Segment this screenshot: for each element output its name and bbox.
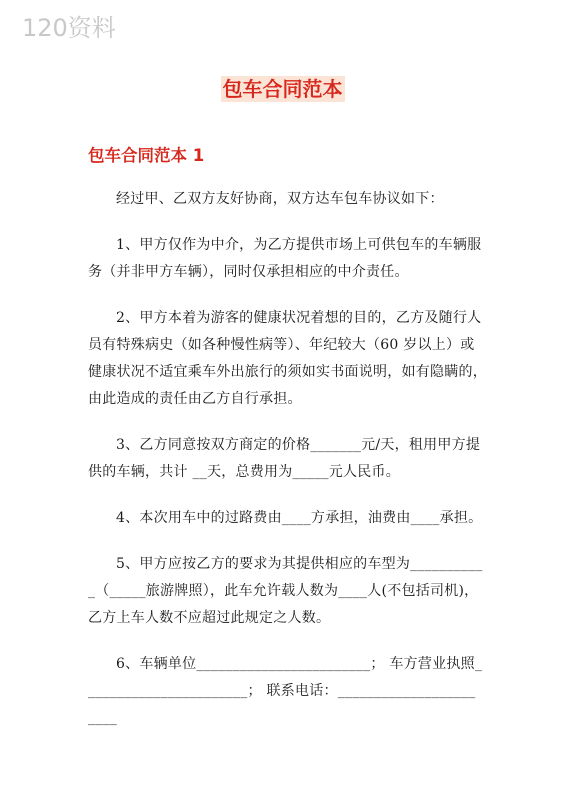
clause-paragraph	[88, 232, 480, 286]
title-container	[0, 76, 565, 102]
clause-paragraph	[88, 305, 487, 413]
document-title: 包车合同范本	[222, 77, 343, 101]
paragraph-line: 健康状况不适宜乘车外出旅行的须如实书面说明，如有隐瞒的，	[88, 364, 487, 380]
paragraph-line: 由此造成的责任由乙方自行承担。	[88, 391, 302, 407]
paragraph-line: 经过甲、乙双方友好协商，双方达车包车协议如下：	[116, 191, 444, 207]
paragraph-line: 务（并非甲方车辆），同时仅承担相应的中介责任。	[88, 264, 409, 280]
paragraph-line: 2、甲方本着为游客的健康状况着想的目的，乙方及随行人	[116, 310, 482, 326]
watermark: 120资料	[22, 14, 116, 42]
clause-paragraph	[88, 505, 483, 532]
paragraph-line: 供的车辆，共计 __天，总费用为_____元人民币。	[88, 464, 400, 480]
paragraph-line: ____	[88, 710, 117, 726]
clause-paragraph	[88, 551, 483, 632]
clause-paragraph	[88, 186, 480, 213]
paragraph-line: 4、本次用车中的过路费由____方承担，油费由____承担。	[116, 510, 483, 526]
paragraph-line: 员有特殊病史（如各种慢性病等）、年纪较大（60 岁以上）或	[88, 337, 475, 353]
contract-body	[88, 186, 487, 751]
paragraph-line: 3、乙方同意按双方商定的价格_______元/天，租用甲方提	[116, 437, 481, 453]
paragraph-line: ______________________； 联系电话：___________________	[88, 683, 476, 699]
clause-paragraph	[88, 651, 483, 732]
paragraph-line: 6、车辆单位________________________； 车方营业执照_	[116, 656, 483, 672]
section-heading: 包车合同范本 1	[88, 146, 205, 165]
paragraph-line: _（_____旅游牌照），此车允许载人数为____人(不包括司机)，	[88, 583, 479, 599]
paragraph-line: 5、甲方应按乙方的要求为其提供相应的车型为__________	[116, 556, 483, 572]
clause-paragraph	[88, 432, 480, 486]
paragraph-line: 乙方上车人数不应超过此规定之人数。	[88, 610, 331, 626]
paragraph-line: 1、甲方仅作为中介，为乙方提供市场上可供包车的车辆服	[116, 237, 482, 253]
